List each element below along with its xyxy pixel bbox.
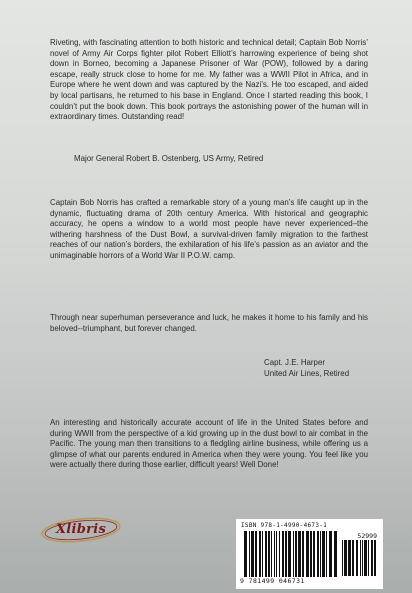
barcode-bar [371,540,373,576]
barcode-bar [356,540,358,576]
review-1-text: Riveting, with fascinating attention to both historic and technical detail; Captain Bob Norris’ novel of Army Air Corps fighter pilot Robert Elliott’s harrowing experience of being shot down in Borneo, becoming a Japanese Prisoner of War (POW), followed by a daring escape, really struck close to home for me. My father was a WWII Pilot in Africa, and in Europe where he went down and was captured by the Nazi’s. He too escaped, and aided by local partisans, he returned to his base in England. Once I started reading this book, I couldn’t put the book down. This book portrays the astonishing power of the human will in extraordinary times. Outstanding read! [50,38,368,122]
barcode-bar [352,540,354,576]
barcode-bar [279,531,280,577]
barcode-bar [265,531,267,577]
ean-digits: 9 781499 046731 [240,577,305,585]
barcode-bar [276,531,277,577]
barcode-bar [302,531,304,577]
barcode-bar [364,540,367,576]
barcode-bar [288,531,291,577]
barcode-bar [322,531,325,577]
barcode-bar [251,531,254,577]
xlibris-logo [40,516,122,544]
barcode-bar [334,531,337,577]
barcode-bar [282,531,284,577]
barcode-bar [368,540,369,576]
barcode-bar [293,531,294,577]
barcode-bar [317,531,319,577]
barcode-bar [320,531,321,577]
barcode-bar [249,531,250,577]
barcode-bar [360,540,361,576]
review-2-text: Captain Bob Norris has crafted a remarkable story of a young man’s life caught up in the dynamic, fluctuating drama of 20th century America. With historical and geographic accuracy, he opens a window to a world most people have never experienced–the withering harshness of the Dust Bowl, a survival-driven family migration to the farthest reaches of our nation’s borders, the exhilaration of his life’s passion as an aviator and the unimaginable horrors of a World War II P.O.W. camp. [50,198,368,260]
barcode-bar [268,531,270,577]
addon-barcode-bars [342,540,376,576]
review-4-text: An interesting and historically accurate account of life in the United States before and during WWII from the perspective of a kid growing up in the dust bowl to air combat in the Pacific. The young man then transitions to a fledgling airline business, while offering us a glimpse of what our parents endured in America when they were young. You feel like you were actually there during those earlier, difficult years! Well Done! [50,418,368,470]
review-3-attribution-name: Capt. J.E. Harper [264,358,325,367]
price-code: 52999 [357,532,377,540]
barcode-bar [344,540,347,576]
barcode-bar [244,531,247,577]
barcode-bar [285,531,287,577]
logo-text: Xlibris [55,522,107,537]
barcode-bar [342,540,343,576]
barcode-bar [329,531,332,577]
barcode-bar [298,531,301,577]
barcode-bar [259,531,261,577]
barcode-bar [310,531,312,577]
barcode-bar [326,531,327,577]
review-3-text: Through near superhuman perseverance and luck, he makes it home to his family and his beloved--triumphant, but forever changed. [50,313,368,333]
barcode-bar [274,531,275,577]
barcode-bar [306,531,309,577]
barcode-bar [348,540,351,576]
barcode-bar [295,531,297,577]
isbn-text: ISBN 978-1-4990-4673-1 [241,522,328,529]
ean-barcode-bars [244,531,338,577]
barcode-bar [374,540,376,576]
review-3-attribution-title: United Air Lines, Retired [264,369,350,378]
barcode-bar [362,540,363,576]
barcode-bar [262,531,263,577]
barcode [236,519,383,589]
review-1-attribution: Major General Robert B. Ostenberg, US Army, Retired [74,154,264,163]
barcode-bar [271,531,272,577]
barcode-bar [313,531,315,577]
barcode-bar [255,531,257,577]
